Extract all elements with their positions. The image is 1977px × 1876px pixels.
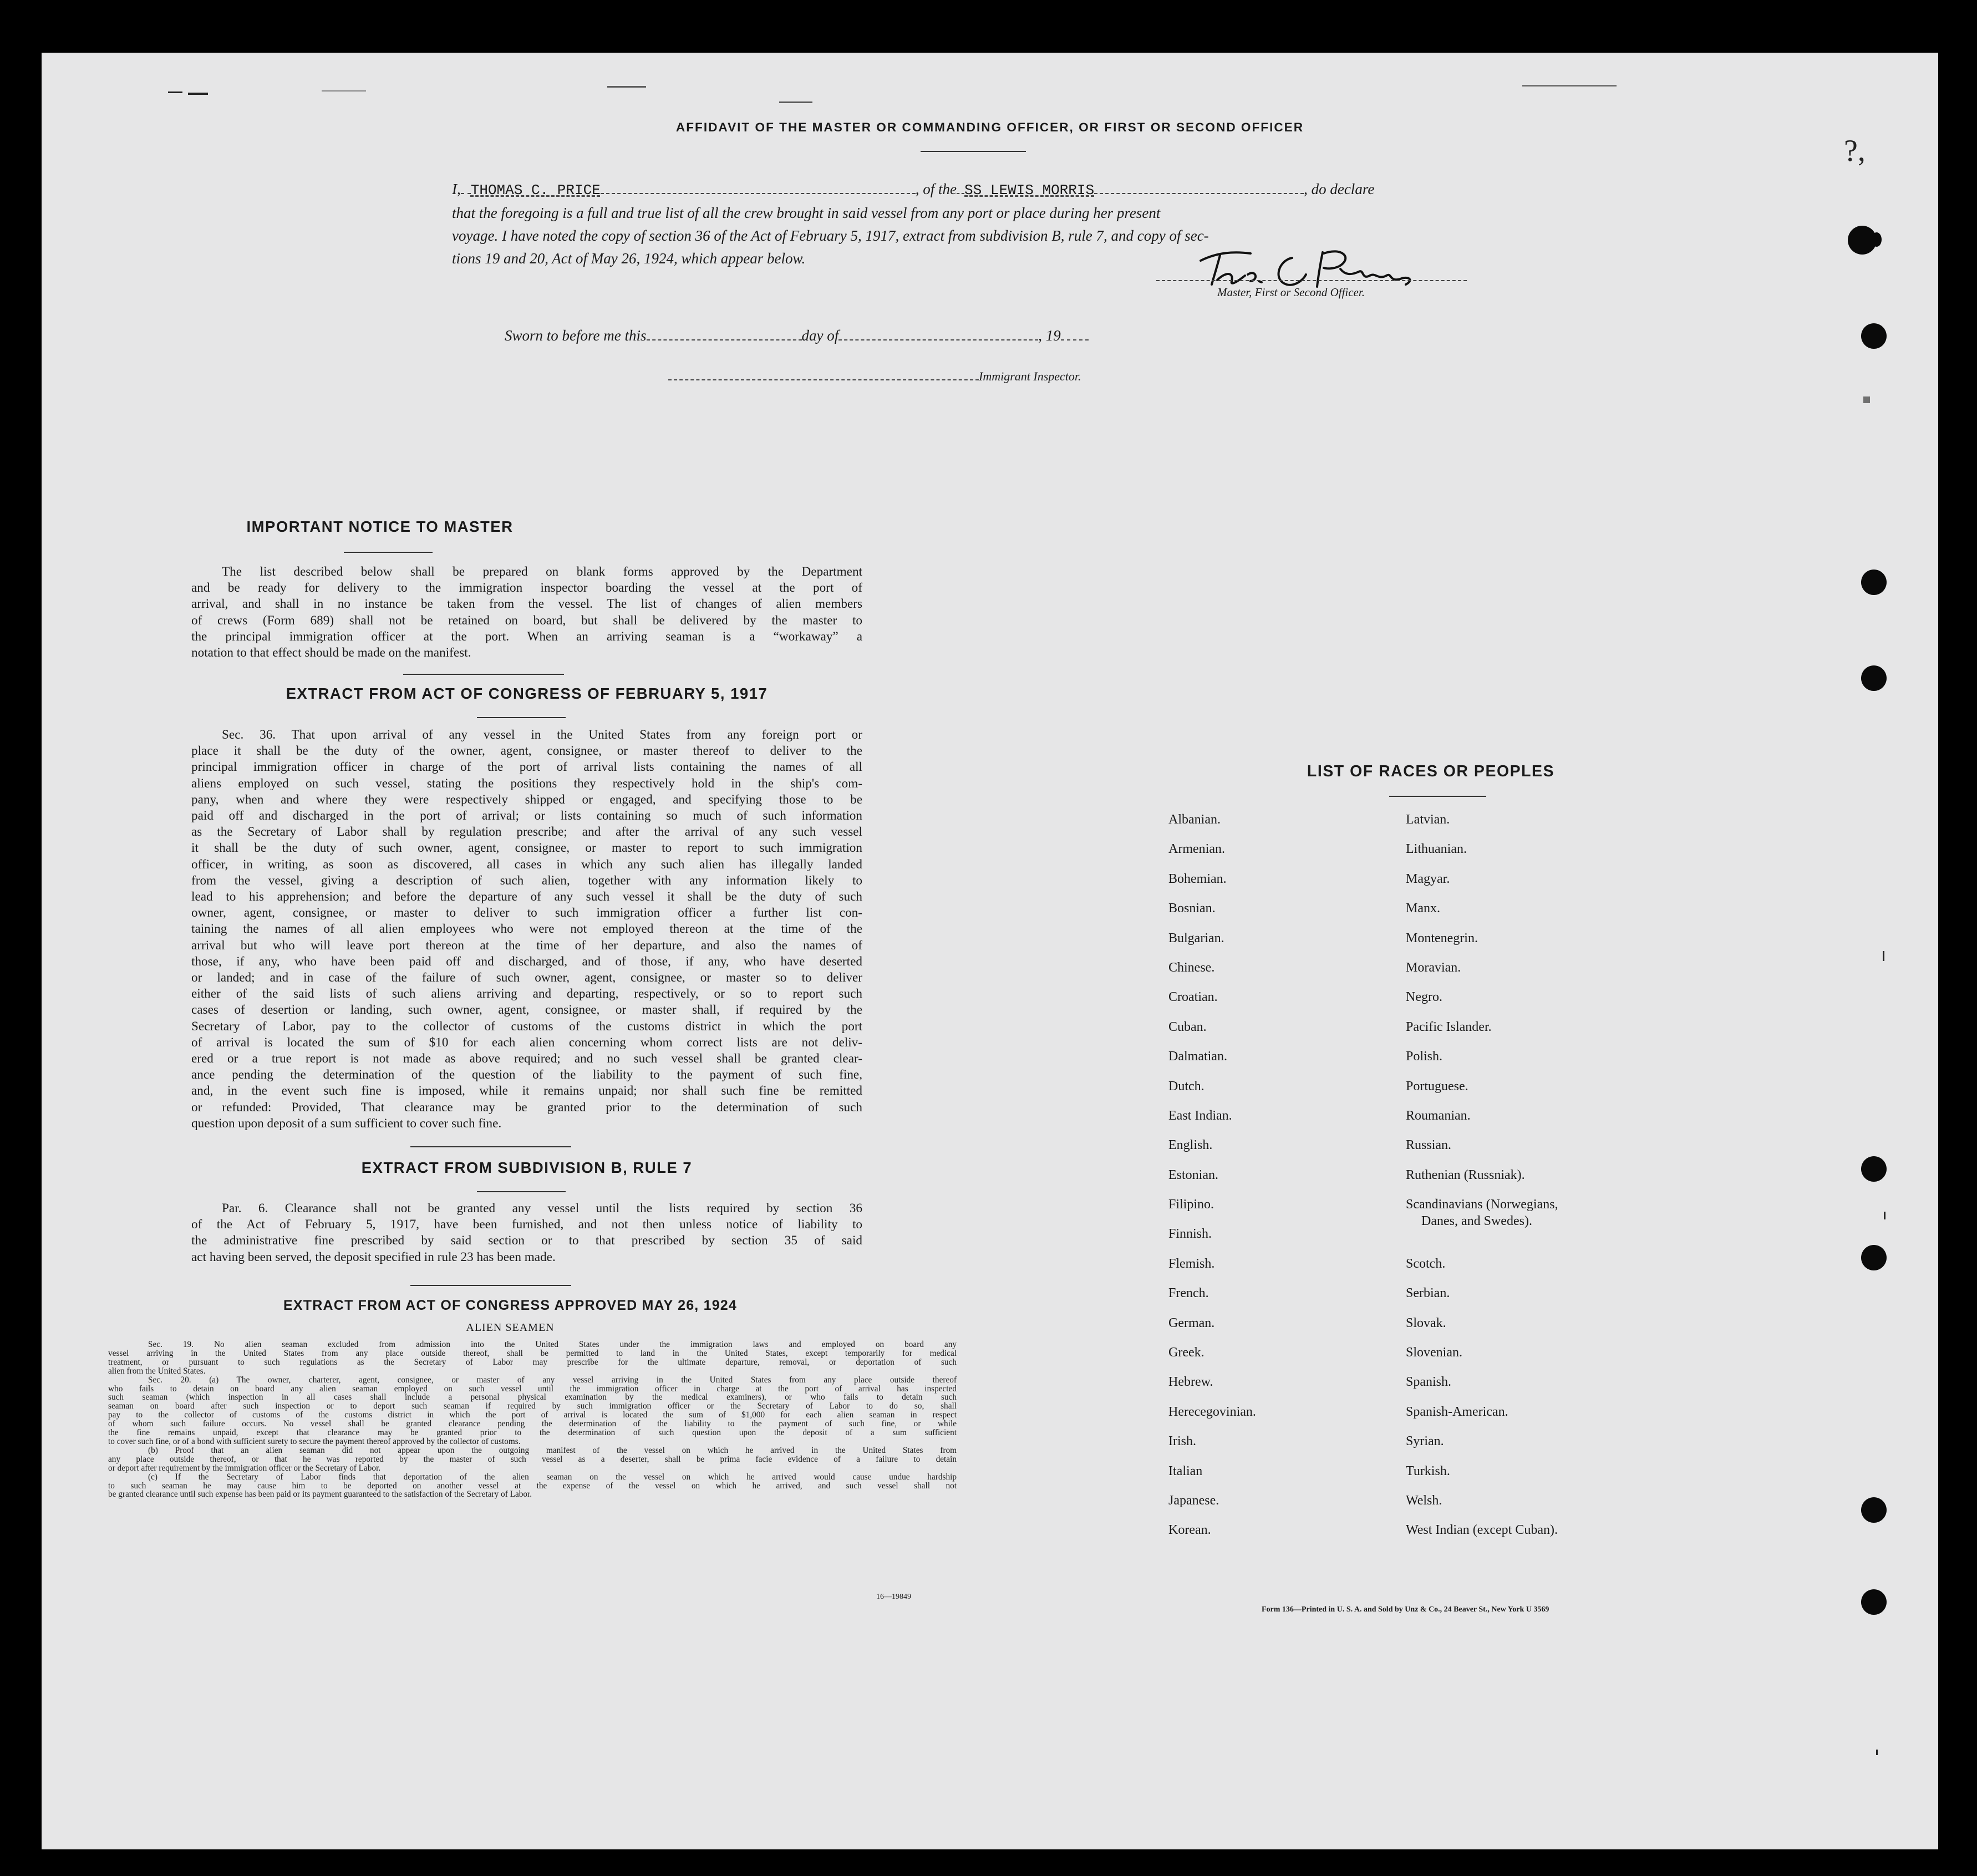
race-item: Pacific Islander.	[1406, 1019, 1492, 1034]
statute-line: to such seaman he may cause him to be deported on another vessel at the expense of the vessel on which he arrived, and such vessel shall not	[108, 1481, 957, 1491]
races-heading: LIST OF RACES OR PEOPLES	[1307, 762, 1555, 780]
notice-line: arrival, and shall in no instance be taken from the vessel. The list of changes of alien members	[191, 597, 862, 612]
statute-line: either of the said lists of such aliens arriving and departing, respectively, or so to report such	[191, 987, 862, 1001]
race-item: Armenian.	[1168, 842, 1225, 857]
inspector-line	[668, 365, 1081, 388]
race-item: Scandinavians (Norwegians,	[1406, 1197, 1558, 1212]
rule7-line: the administrative fine prescribed by said section or to that prescribed by section 35 of said	[191, 1233, 862, 1248]
race-item: Hebrew.	[1168, 1375, 1213, 1390]
statute-line: principal immigration officer in charge of the port of arrival lists containing the names of all	[191, 760, 862, 775]
affidavit-heading: AFFIDAVIT OF THE MASTER OR COMMANDING OFFICER, OR FIRST OR SECOND OFFICER	[675, 120, 1304, 134]
document-page	[42, 53, 1938, 1849]
statute-line: owner, agent, consignee, or master to deliver to such immigration officer a further list con-	[191, 906, 862, 921]
margin-mark: ?,	[1844, 134, 1866, 168]
scan-speck	[1863, 396, 1870, 403]
race-item: Russian.	[1406, 1138, 1452, 1153]
race-item: Welsh.	[1406, 1493, 1442, 1508]
notice-line: notation to that effect should be made on the manifest.	[191, 645, 471, 660]
race-item: Portuguese.	[1406, 1079, 1468, 1094]
notice-line: the principal immigration officer at the port. When an arriving seaman is a “workaway” a	[191, 629, 862, 644]
scan-speck	[1884, 1212, 1885, 1219]
race-item: Greek.	[1168, 1345, 1205, 1360]
rule7-line: Par. 6. Clearance shall not be granted any vessel until the lists required by section 36	[222, 1201, 862, 1216]
statute-line: the fine remains unpaid, except that clearance may be granted prior to the determination of such question upon the deposit of a sum sufficient	[108, 1428, 957, 1438]
punch-hole	[1861, 323, 1887, 349]
race-item: Flemish.	[1168, 1256, 1215, 1271]
statute-line: and, in the event such fine is imposed, while it remains unpaid; nor shall such fine be remitted	[191, 1084, 862, 1099]
affidavit-i: I,	[452, 181, 461, 197]
race-item: Roumanian.	[1406, 1108, 1471, 1123]
race-item: Dutch.	[1168, 1079, 1205, 1094]
statute-line: aliens employed on such vessel, stating the positions they respectively hold in the ship's com-	[191, 776, 862, 791]
alien-seamen-subheading: ALIEN SEAMEN	[466, 1321, 555, 1334]
statute-line: arrival but who will leave port thereon at the time of her departure, and also the names of	[191, 938, 862, 953]
race-item: French.	[1168, 1286, 1209, 1301]
race-item: Manx.	[1406, 901, 1440, 916]
sworn-prefix: Sworn to before me this	[505, 327, 647, 344]
race-item: Negro.	[1406, 990, 1442, 1005]
statute-line: cases of desertion or landing, such owner, agent, consignee, or master shall, if required by the	[191, 1003, 862, 1018]
statute-line: any place outside thereof, or that he was reported by the master of such vessel as a deserter, shall be prima facie evidence of a failure to detain	[108, 1454, 957, 1464]
inspector-caption: Immigrant Inspector.	[979, 369, 1081, 383]
affidavit-line-2: that the foregoing is a full and true list of all the crew brought in said vessel from any port or place during her present	[452, 205, 1161, 221]
statute-line: or deport after requirement by the immigration officer or the Secretary of Labor.	[108, 1463, 381, 1473]
statute-line: ered or a true report is not made as above required; and no such vessel shall be granted clear-	[191, 1051, 862, 1066]
rule7-line: of the Act of February 5, 1917, have been furnished, and not then unless notice of liability to	[191, 1217, 862, 1232]
statute-line: pany, when and where they were respectively shipped or engaged, and specifying those to be	[191, 792, 862, 807]
race-item: Croatian.	[1168, 990, 1218, 1005]
punch-hole	[1872, 232, 1882, 247]
race-item: Estonian.	[1168, 1167, 1218, 1182]
race-item: Filipino.	[1168, 1197, 1214, 1212]
race-item: Cuban.	[1168, 1019, 1207, 1034]
scan-speck	[1522, 85, 1617, 87]
statute-line: of arrival is located the sum of $10 for each alien concerning whom correct lists are not deliv-	[191, 1035, 862, 1050]
form-code: 16—19849	[876, 1593, 911, 1601]
race-item: Bulgarian.	[1168, 931, 1224, 945]
affidavit-line-3: voyage. I have noted the copy of section 36 of the Act of February 5, 1917, extract from subdivision B, rule 7, and copy of sec-	[452, 227, 1209, 244]
statute-line: Sec. 36. That upon arrival of any vessel in the United States from any foreign port or	[222, 728, 862, 742]
section-rule	[410, 1146, 571, 1147]
race-item: Slovenian.	[1406, 1345, 1462, 1360]
race-item: Moravian.	[1406, 960, 1461, 975]
printer-footer: Form 136—Printed in U. S. A. and Sold by Unz & Co., 24 Beaver St., New York U 3569	[1262, 1605, 1549, 1614]
heading-rule	[921, 151, 1026, 152]
statute-line: taining the names of all alien employees who were not employed thereon at the time of the	[191, 922, 862, 937]
race-item: East Indian.	[1168, 1108, 1232, 1123]
punch-hole	[1861, 570, 1887, 595]
extract-1917-body	[191, 727, 862, 1132]
affidavit-do-declare: , do declare	[1304, 181, 1375, 197]
scan-speck	[607, 86, 646, 88]
race-item: Dalmatian.	[1168, 1049, 1227, 1064]
race-item: Montenegrin.	[1406, 931, 1478, 945]
sworn-day-of: day of	[801, 327, 839, 344]
signature-caption: Master, First or Second Officer.	[1217, 286, 1365, 299]
race-item: Magyar.	[1406, 871, 1450, 886]
heading-rule	[477, 717, 566, 718]
heading-rule	[477, 1191, 566, 1192]
rule7-line: act having been served, the deposit specified in rule 23 has been made.	[191, 1249, 556, 1264]
statute-line: as the Secretary of Labor shall by regulation prescribe; and after the arrival of any such vessel	[191, 825, 862, 840]
statute-line: question upon deposit of a sum sufficient to cover such fine.	[191, 1116, 502, 1131]
race-item: Slovak.	[1406, 1315, 1446, 1330]
statute-line: seaman on board after such inspection or to deport such seaman if required by such immigration officer or the Secretary of Labor to do so, shall	[108, 1401, 957, 1411]
scan-speck	[1876, 1750, 1878, 1755]
statute-line: be granted clearance until such expense has been paid or its payment guaranteed to the satisfaction of the Secretary of Labor.	[108, 1489, 532, 1499]
statute-line: officer, in writing, as soon as discovered, all cases in which any such alien has illegally landed	[191, 857, 862, 872]
statute-line: place it shall be the duty of the owner, agent, consignee, or master thereof to deliver to the	[191, 744, 862, 759]
race-item: Italian	[1168, 1463, 1203, 1478]
statute-line: alien from the United States.	[108, 1366, 206, 1376]
race-item: Chinese.	[1168, 960, 1215, 975]
races-right-column	[1406, 811, 1639, 1552]
punch-hole	[1861, 1156, 1887, 1182]
race-item: English.	[1168, 1138, 1213, 1153]
punch-hole	[1861, 1589, 1887, 1615]
statute-line: ance pending the determination of the question of the liability to the payment of such fine,	[191, 1067, 862, 1082]
scan-speck	[188, 93, 208, 95]
statute-line: of whom such failure occurs. No vessel shall be granted clearance pending the determination of the liability to the payment of such fine, or while	[108, 1419, 957, 1429]
race-item: Herecegovinian.	[1168, 1404, 1256, 1419]
statute-line: vessel arriving in the United States from any place outside thereof, shall be permitted to land in the United States, except temporarily for medical	[108, 1348, 957, 1358]
race-item: Serbian.	[1406, 1286, 1450, 1301]
race-item: Korean.	[1168, 1523, 1211, 1538]
notice-line: of crews (Form 689) shall not be retained on board, but shall be delivered by the master to	[191, 613, 862, 628]
section-rule	[403, 674, 564, 675]
race-item: Bohemian.	[1168, 871, 1227, 886]
affidavit-line-1	[452, 178, 1539, 202]
race-item: Spanish.	[1406, 1375, 1452, 1390]
races-left-column	[1168, 811, 1335, 1552]
statute-line: Sec. 20. (a) The owner, charterer, agent, consignee, or master of any vessel arriving in the United States from any place outside thereof	[148, 1375, 957, 1385]
statute-line: (b) Proof that an alien seaman did not appear upon the outgoing manifest of the vessel on which he arrived in the United States from	[148, 1445, 957, 1455]
statute-line: such seaman (which inspection in all cases shall include a personal physical examination by the medical examiners), or who fails to detain such	[108, 1392, 957, 1402]
statute-line: who fails to detain on board any alien seaman employed on such vessel until the immigration officer in charge at the port of arrival has inspected	[108, 1384, 957, 1394]
race-item: Turkish.	[1406, 1463, 1450, 1478]
section-rule	[410, 1285, 571, 1286]
rule7-heading: EXTRACT FROM SUBDIVISION B, RULE 7	[361, 1159, 693, 1176]
race-item-continuation: Danes, and Swedes).	[1421, 1214, 1532, 1229]
affidavit-of-the: , of the	[915, 181, 957, 197]
rule7-body	[191, 1201, 862, 1265]
statute-line: to cover such fine, or of a bond with sufficient surety to secure the payment thereof approved by the collector of customs.	[108, 1436, 521, 1446]
master-name-field: THOMAS C. PRICE	[470, 182, 601, 199]
heading-rule	[344, 552, 433, 553]
race-item: German.	[1168, 1315, 1215, 1330]
race-item: Finnish.	[1168, 1227, 1212, 1242]
statute-line: it shall be the duty of such owner, agent, consignee, or master to report to such immigration	[191, 841, 862, 856]
scan-speck	[1883, 951, 1884, 961]
race-item: Syrian.	[1406, 1434, 1444, 1449]
race-item: Spanish-American.	[1406, 1404, 1508, 1419]
extract-1924-body	[108, 1340, 957, 1499]
statute-line: treatment, or pursuant to such regulations as the Secretary of Labor may prescribe for the ultimate departure, removal, or deportation of such	[108, 1357, 957, 1367]
statute-line: or refunded: Provided, That clearance may be granted prior to the determination of such	[191, 1100, 862, 1115]
statute-line: lead to his apprehension; and before the departure of any such vessel it shall be the duty of such	[191, 889, 862, 904]
notice-body	[191, 564, 862, 661]
statute-line: (c) If the Secretary of Labor finds that deportation of the alien seaman on the vessel on which he arrived would cause undue hardship	[148, 1472, 957, 1482]
scan-speck	[168, 91, 182, 93]
punch-hole	[1861, 1497, 1887, 1523]
punch-hole	[1861, 1245, 1887, 1270]
vessel-name-field: SS LEWIS MORRIS	[964, 182, 1095, 199]
statute-line: Secretary of Labor, pay to the collector of customs of the customs district in which the port	[191, 1019, 862, 1034]
race-item: Albanian.	[1168, 812, 1221, 827]
notice-line: and be ready for delivery to the immigration inspector boarding the vessel at the port of	[191, 581, 862, 596]
statute-line: paid off and discharged in the port of arrival; or lists containing so much of such information	[191, 809, 862, 823]
race-item: Lithuanian.	[1406, 842, 1467, 857]
signature-line	[1156, 280, 1467, 281]
punch-hole	[1861, 665, 1887, 691]
statute-line: Sec. 19. No alien seaman excluded from admission into the United States under the immigration laws and employed on board any	[148, 1340, 957, 1349]
race-item: Irish.	[1168, 1434, 1196, 1449]
race-item: Latvian.	[1406, 812, 1450, 827]
race-item: Japanese.	[1168, 1493, 1219, 1508]
race-item-scandinavians	[1406, 1196, 1639, 1255]
extract-1917-heading: EXTRACT FROM ACT OF CONGRESS OF FEBRUARY 5, 1917	[286, 685, 768, 702]
statute-line: pay to the collector of customs of the customs district in which the port of arrival is located the sum of $1,000 for each alien seaman in respect	[108, 1410, 957, 1420]
race-item: Ruthenian (Russniak).	[1406, 1167, 1525, 1182]
race-item: Polish.	[1406, 1049, 1443, 1064]
notice-heading: IMPORTANT NOTICE TO MASTER	[246, 518, 514, 535]
extract-1924-heading: EXTRACT FROM ACT OF CONGRESS APPROVED MAY 26, 1924	[283, 1298, 738, 1313]
notice-line: The list described below shall be prepared on blank forms approved by the Department	[222, 565, 862, 579]
statute-line: those, if any, who have been paid off and discharged, and of those, if any, who have deserted	[191, 954, 862, 969]
affidavit-line-4: tions 19 and 20, Act of May 26, 1924, which appear below.	[452, 250, 806, 267]
sworn-line	[505, 324, 1089, 347]
race-item: Scotch.	[1406, 1256, 1446, 1271]
heading-rule	[1389, 796, 1486, 797]
statute-line: or landed; and in case of the failure of such owner, agent, consignee, or master so to deliver	[191, 970, 862, 985]
sworn-year: , 19	[1038, 327, 1061, 344]
race-item: West Indian (except Cuban).	[1406, 1523, 1558, 1538]
race-item: Bosnian.	[1168, 901, 1216, 916]
scan-speck	[322, 90, 366, 91]
scan-speck	[779, 101, 812, 103]
statute-line: from the vessel, giving a description of such alien, together with any information likely to	[191, 873, 862, 888]
